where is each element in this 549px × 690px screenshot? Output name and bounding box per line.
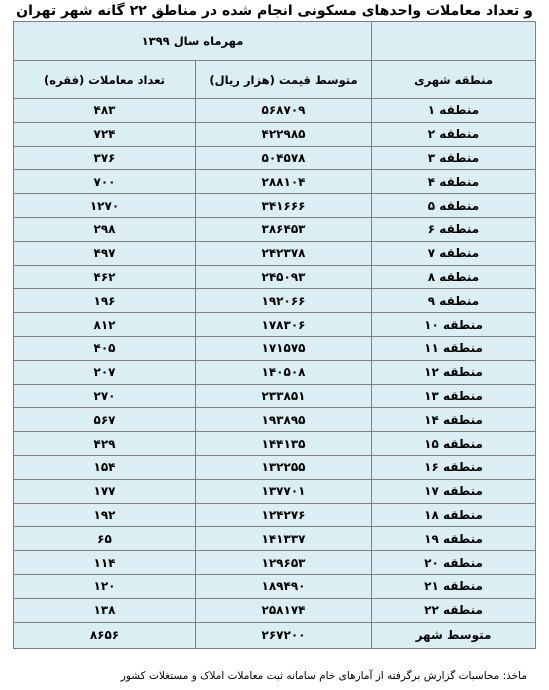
table-row <box>14 194 536 218</box>
count-cell: ۴۸۳ <box>14 99 196 123</box>
table-row <box>14 289 536 313</box>
table-row <box>14 217 536 241</box>
region-cell: منطقه ۱۳ <box>372 384 536 408</box>
region-cell: منطقه ۵ <box>372 194 536 218</box>
count-cell: ۷۲۴ <box>14 122 196 146</box>
count-cell: ۴۰۵ <box>14 336 196 360</box>
region-cell: منطقه ۳ <box>372 146 536 170</box>
region-cell: منطقه ۲۰ <box>372 551 536 575</box>
region-cell: منطقه ۱۰ <box>372 313 536 337</box>
table-row <box>14 527 536 551</box>
source-note: ماخذ: محاسبات گزارش برگرفته از آمارهای خام سامانه ثبت معاملات املاک و مستغلات کشور <box>120 670 527 682</box>
region-cell: منطقه ۱۱ <box>372 336 536 360</box>
table-title: و تعداد معاملات واحدهای مسکونی انجام شده در مناطق ۲۲ گانه شهر تهران <box>16 3 533 19</box>
avg-price-cell: ۱۲۴۲۷۶ <box>196 503 372 527</box>
table-row <box>14 146 536 170</box>
region-cell: منطقه ۱۵ <box>372 432 536 456</box>
table-row <box>14 122 536 146</box>
count-cell: ۸۱۲ <box>14 313 196 337</box>
count-cell: ۵۶۷ <box>14 408 196 432</box>
avg-price-cell: ۱۴۰۵۰۸ <box>196 360 372 384</box>
region-cell: منطقه ۲۲ <box>372 598 536 622</box>
avg-price-cell: ۳۸۶۴۵۳ <box>196 217 372 241</box>
avg-price-cell: ۲۴۵۰۹۳ <box>196 265 372 289</box>
count-cell: ۴۶۲ <box>14 265 196 289</box>
empty-header-cell <box>372 22 536 61</box>
region-cell: منطقه ۸ <box>372 265 536 289</box>
region-cell: منطقه ۴ <box>372 170 536 194</box>
period-header: مهرماه سال ۱۳۹۹ <box>14 22 372 61</box>
count-cell: ۱۲۷۰ <box>14 194 196 218</box>
column-header-avg-price: متوسط قیمت (هزار ریال) <box>196 61 372 99</box>
region-cell: منطقه ۷ <box>372 241 536 265</box>
avg-price-cell: ۱۲۹۶۵۳ <box>196 551 372 575</box>
count-cell: ۳۷۶ <box>14 146 196 170</box>
column-header-region: منطقه شهری <box>372 61 536 99</box>
region-cell: منطقه ۱۷ <box>372 479 536 503</box>
region-cell: منطقه ۹ <box>372 289 536 313</box>
avg-price-cell: ۱۹۲۰۶۶ <box>196 289 372 313</box>
table-row <box>14 241 536 265</box>
table-row <box>14 479 536 503</box>
table-row <box>14 503 536 527</box>
count-cell: ۱۳۸ <box>14 598 196 622</box>
table-row <box>14 313 536 337</box>
avg-price-cell: ۱۹۳۸۹۵ <box>196 408 372 432</box>
region-cell: منطقه ۲۱ <box>372 574 536 598</box>
table-row <box>14 551 536 575</box>
count-cell: ۱۲۰ <box>14 574 196 598</box>
count-cell: ۲۹۸ <box>14 217 196 241</box>
table-row <box>14 99 536 123</box>
table-row <box>14 408 536 432</box>
region-cell: منطقه ۱۸ <box>372 503 536 527</box>
count-cell: ۷۰۰ <box>14 170 196 194</box>
avg-price-cell: ۱۳۲۲۵۵ <box>196 455 372 479</box>
count-cell: ۴۹۷ <box>14 241 196 265</box>
region-cell: منطقه ۱۲ <box>372 360 536 384</box>
region-cell: منطقه ۱ <box>372 99 536 123</box>
avg-price-cell: ۲۸۸۱۰۴ <box>196 170 372 194</box>
table-row <box>14 598 536 622</box>
avg-price-cell: ۱۸۹۴۹۰ <box>196 574 372 598</box>
count-cell: ۴۲۹ <box>14 432 196 456</box>
average-label-cell: متوسط شهر <box>372 622 536 648</box>
avg-price-cell: ۳۴۱۶۶۶ <box>196 194 372 218</box>
region-cell: منطقه ۶ <box>372 217 536 241</box>
avg-price-cell: ۱۳۷۷۰۱ <box>196 479 372 503</box>
region-cell: منطقه ۱۹ <box>372 527 536 551</box>
table-row <box>14 384 536 408</box>
count-cell: ۲۷۰ <box>14 384 196 408</box>
avg-price-cell: ۴۲۲۹۸۵ <box>196 122 372 146</box>
region-cell: منطقه ۲ <box>372 122 536 146</box>
avg-price-cell: ۱۷۸۳۰۶ <box>196 313 372 337</box>
count-cell: ۶۵ <box>14 527 196 551</box>
average-row <box>14 622 536 648</box>
transactions-table <box>13 21 536 649</box>
avg-price-cell: ۵۰۴۵۷۸ <box>196 146 372 170</box>
region-cell: منطقه ۱۴ <box>372 408 536 432</box>
column-header-count: تعداد معاملات (فقره) <box>14 61 196 99</box>
count-cell: ۲۰۷ <box>14 360 196 384</box>
avg-price-cell: ۵۶۸۷۰۹ <box>196 99 372 123</box>
avg-price-cell: ۱۴۴۱۳۵ <box>196 432 372 456</box>
avg-price-cell: ۲۵۸۱۷۴ <box>196 598 372 622</box>
avg-price-cell: ۱۷۱۵۷۵ <box>196 336 372 360</box>
avg-price-cell: ۲۳۳۸۵۱ <box>196 384 372 408</box>
count-cell: ۱۹۶ <box>14 289 196 313</box>
table-row <box>14 265 536 289</box>
table-row <box>14 574 536 598</box>
average-price-cell: ۲۶۷۲۰۰ <box>196 622 372 648</box>
region-cell: منطقه ۱۶ <box>372 455 536 479</box>
table-row <box>14 432 536 456</box>
table-row <box>14 170 536 194</box>
count-cell: ۱۷۷ <box>14 479 196 503</box>
avg-price-cell: ۱۴۱۳۳۷ <box>196 527 372 551</box>
count-cell: ۱۹۲ <box>14 503 196 527</box>
count-cell: ۱۵۴ <box>14 455 196 479</box>
column-header-row <box>14 61 536 99</box>
table-row <box>14 455 536 479</box>
period-header-row <box>14 22 536 61</box>
avg-price-cell: ۲۴۲۳۷۸ <box>196 241 372 265</box>
average-count-cell: ۸۶۵۶ <box>14 622 196 648</box>
table-row <box>14 360 536 384</box>
table-row <box>14 336 536 360</box>
count-cell: ۱۱۴ <box>14 551 196 575</box>
